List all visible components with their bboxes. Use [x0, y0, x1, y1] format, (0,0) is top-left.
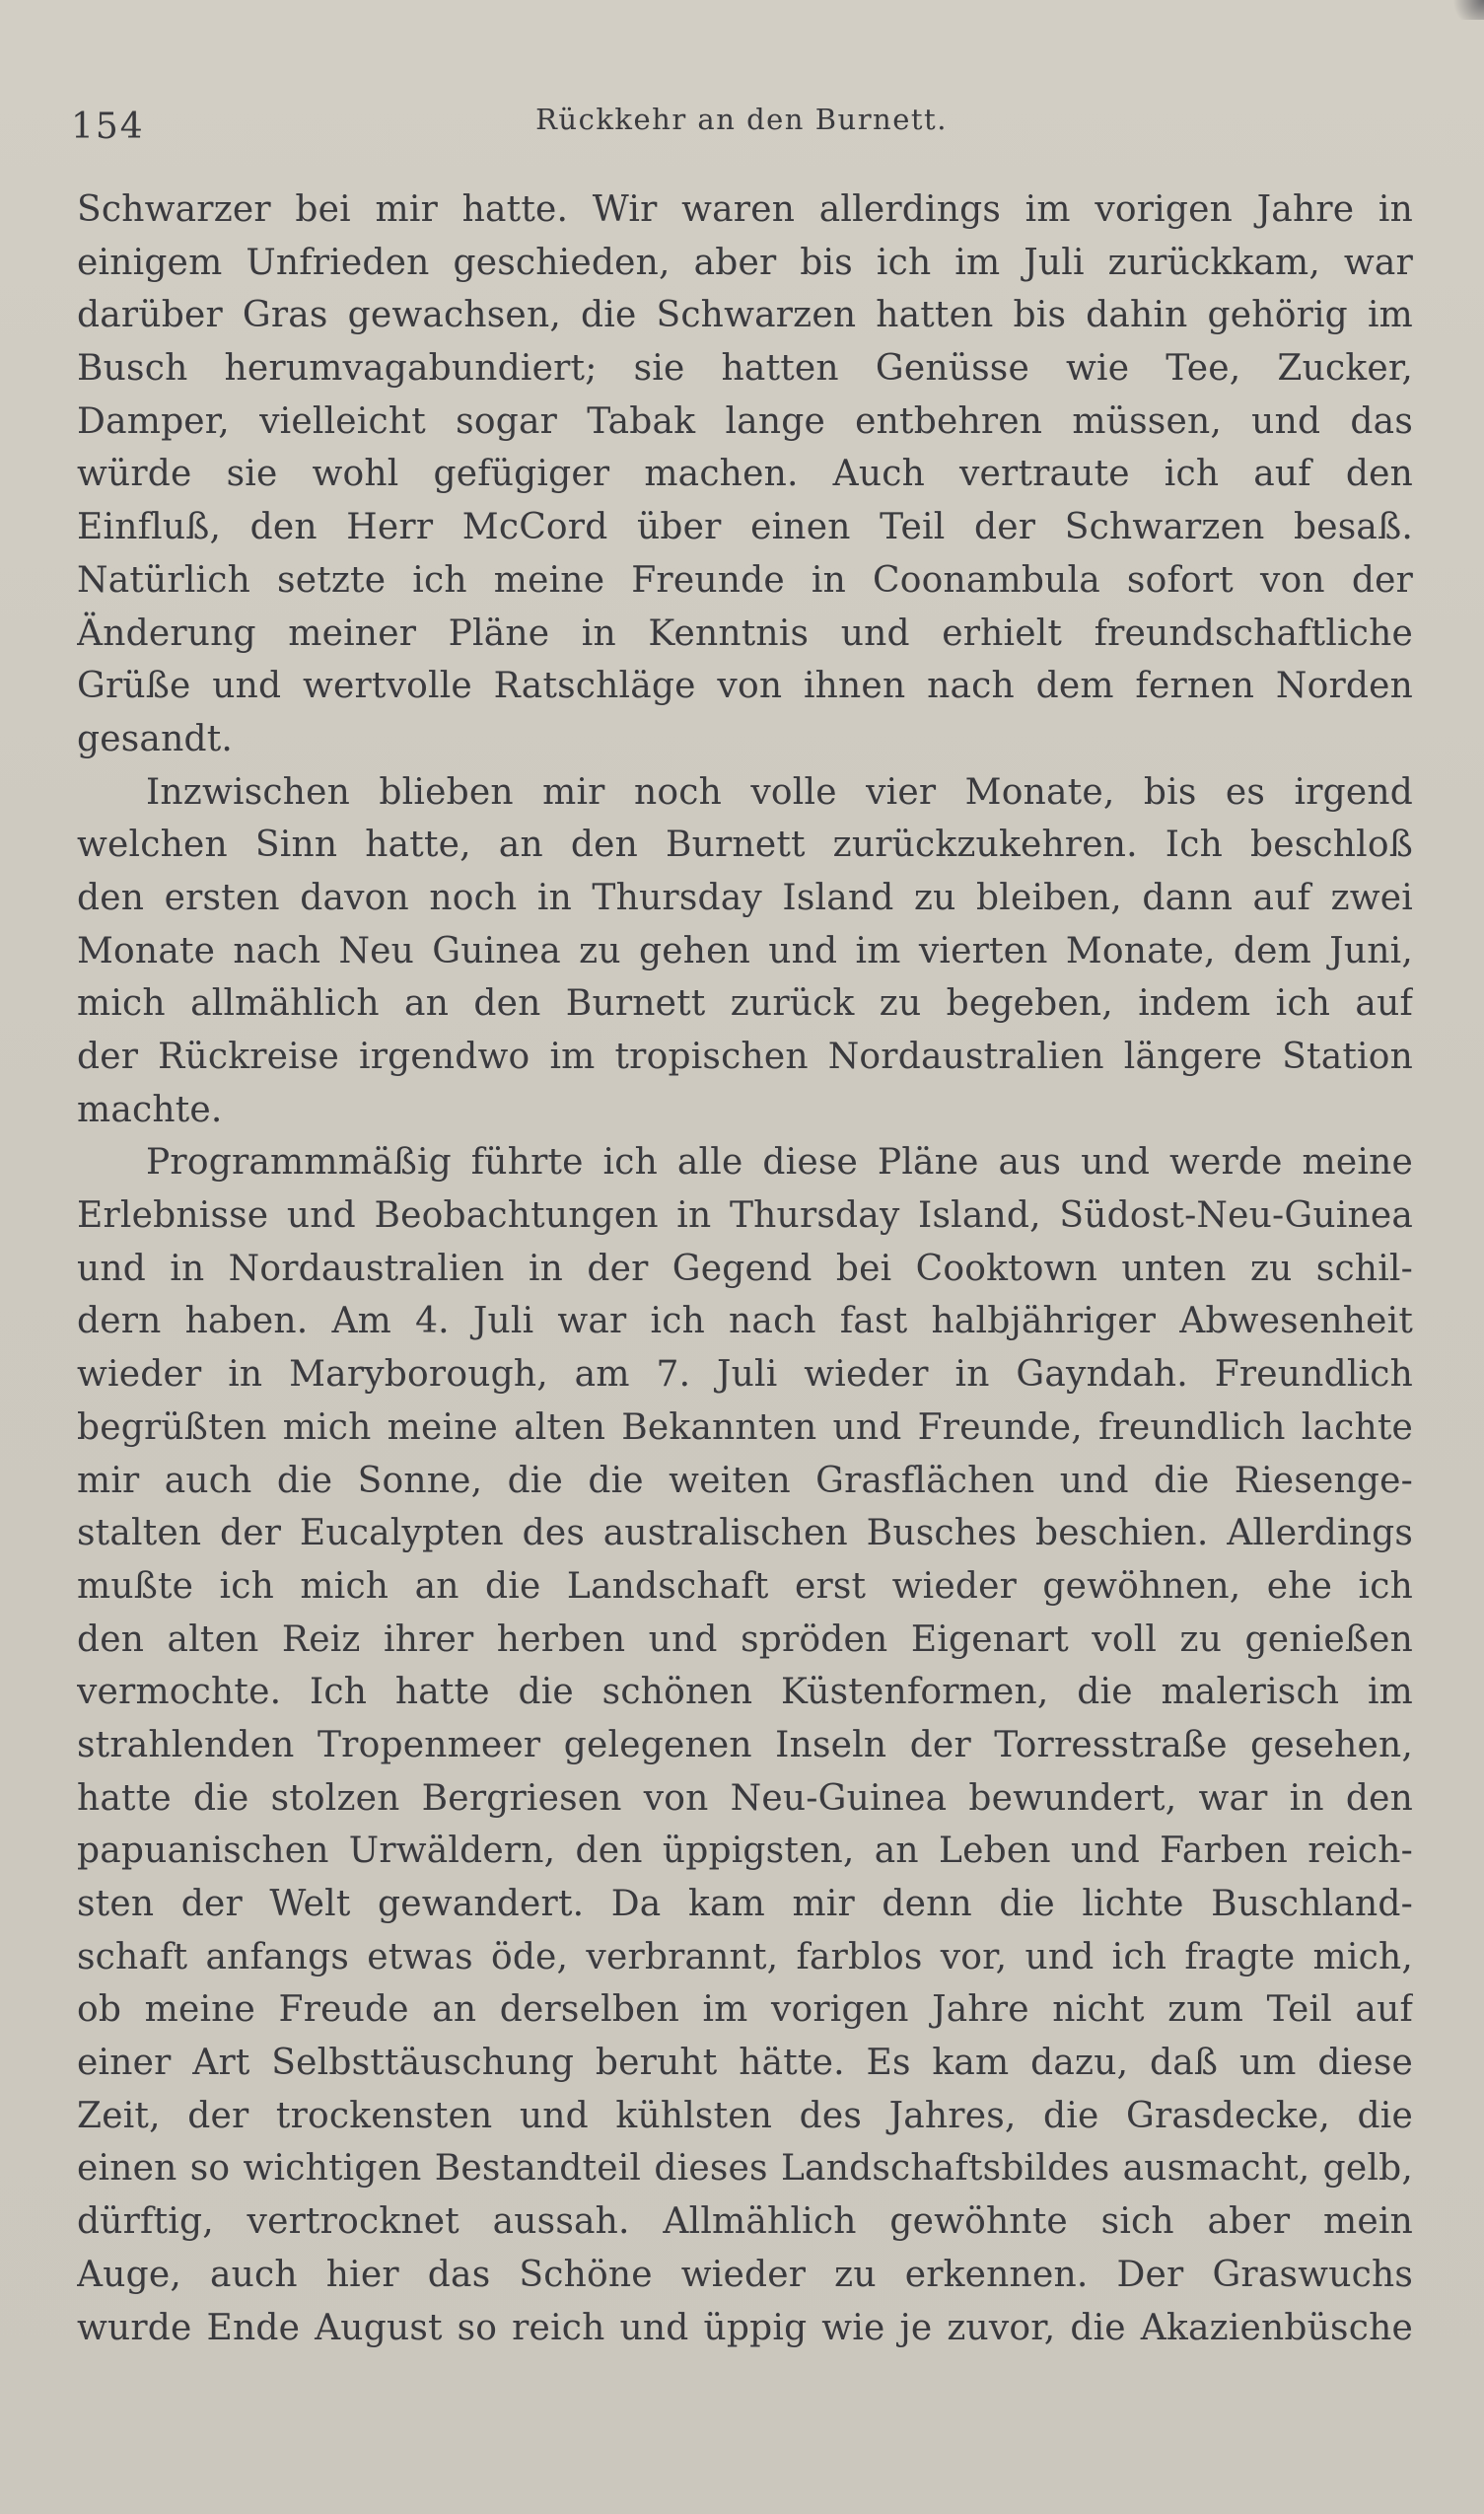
- text-line: Einfluß, den Herr McCord über einen Teil der Schwarzen besaß.: [77, 507, 1413, 548]
- text-line: Busch herumvagabundiert; sie hatten Genüsse wie Tee, Zucker,: [77, 348, 1413, 390]
- text-line: dern haben. Am 4. Juli war ich nach fast halbjähriger Abwesenheit: [77, 1301, 1413, 1342]
- page-number: 154: [71, 107, 145, 147]
- paragraph-start-line: Programmmäßig führte ich alle diese Pläne aus und werde meine: [146, 1142, 1413, 1184]
- text-line: machte.: [77, 1089, 223, 1130]
- text-line: strahlenden Tropenmeer gelegenen Inseln der Torresstraße gesehen,: [77, 1724, 1413, 1765]
- text-line: mußte ich mich an die Landschaft erst wieder gewöhnen, ehe ich: [77, 1565, 1413, 1607]
- text-line: Zeit, der trockensten und kühlsten des Jahres, die Grasdecke, die: [77, 2095, 1413, 2136]
- text-line: der Rückreise irgendwo im tropischen Nordaustralien längere Station: [77, 1037, 1413, 1077]
- text-line: Damper, vielleicht sogar Tabak lange entbehren müssen, und das: [77, 400, 1413, 442]
- text-line: Natürlich setzte ich meine Freunde in Coonambula sofort von der: [77, 559, 1413, 601]
- text-line: ob meine Freude an derselben im vorigen Jahre nicht zum Teil auf: [77, 1989, 1413, 2031]
- text-line: vermochte. Ich hatte die schönen Küstenformen, die malerisch im: [77, 1672, 1413, 1713]
- running-header: [71, 97, 1412, 156]
- text-line: Auge, auch hier das Schöne wieder zu erkennen. Der Graswuchs: [77, 2254, 1413, 2295]
- text-line: den ersten davon noch in Thursday Island zu bleiben, dann auf zwei: [77, 877, 1413, 918]
- text-line: und in Nordaustralien in der Gegend bei Cooktown unten zu schil-: [77, 1248, 1413, 1289]
- text-line: mir auch die Sonne, die die weiten Grasflächen und die Riesenge-: [77, 1460, 1413, 1501]
- text-line: Schwarzer bei mir hatte. Wir waren allerdings im vorigen Jahre in: [77, 189, 1413, 230]
- text-line: papuanischen Urwäldern, den üppigsten, an Leben und Farben reich-: [77, 1831, 1413, 1872]
- page-corner-shadow: [1445, 0, 1484, 20]
- text-line: den alten Reiz ihrer herben und spröden Eigenart voll zu genießen: [77, 1618, 1413, 1660]
- text-line: Grüße und wertvolle Ratschläge von ihnen nach dem fernen Norden: [77, 666, 1413, 707]
- text-line: darüber Gras gewachsen, die Schwarzen hatten bis dahin gehörig im: [77, 295, 1413, 336]
- text-line: schaft anfangs etwas öde, verbrannt, farblos vor, und ich fragte mich,: [77, 1936, 1413, 1977]
- text-line: einigem Unfrieden geschieden, aber bis ich im Juli zurückkam, war: [77, 242, 1413, 283]
- text-line: mich allmählich an den Burnett zurück zu begeben, indem ich auf: [77, 983, 1413, 1025]
- text-line: einer Art Selbsttäuschung beruht hätte. Es kam dazu, daß um diese: [77, 2043, 1413, 2084]
- text-line: Monate nach Neu Guinea zu gehen und im vierten Monate, dem Juni,: [77, 930, 1413, 971]
- text-line: wieder in Maryborough, am 7. Juli wieder in Gayndah. Freundlich: [77, 1354, 1413, 1396]
- text-line: wurde Ende August so reich und üppig wie je zuvor, die Akazienbüsche: [77, 2307, 1413, 2348]
- text-line: würde sie wohl gefügiger machen. Auch vertraute ich auf den: [77, 454, 1413, 495]
- text-line: dürftig, vertrocknet aussah. Allmählich gewöhnte sich aber mein: [77, 2201, 1413, 2243]
- text-line: Erlebnisse und Beobachtungen in Thursday Island, Südost-Neu-Guinea: [77, 1195, 1413, 1237]
- running-title: Rückkehr an den Burnett.: [535, 103, 948, 136]
- text-line: begrüßten mich meine alten Bekannten und Freunde, freundlich lachte: [77, 1406, 1413, 1448]
- text-line: welchen Sinn hatte, an den Burnett zurückzukehren. Ich beschloß: [77, 825, 1413, 866]
- text-line: einen so wichtigen Bestandteil dieses Landschaftsbildes ausmacht, gelb,: [77, 2148, 1413, 2190]
- paragraph-start-line: Inzwischen blieben mir noch volle vier Monate, bis es irgend: [146, 771, 1413, 813]
- text-line: gesandt.: [77, 718, 234, 759]
- text-line: sten der Welt gewandert. Da kam mir denn die lichte Buschland-: [77, 1884, 1413, 1924]
- text-line: hatte die stolzen Bergriesen von Neu-Guinea bewundert, war in den: [77, 1777, 1413, 1819]
- text-line: Änderung meiner Pläne in Kenntnis und erhielt freundschaftliche: [77, 612, 1413, 654]
- body-text: [77, 183, 1413, 2354]
- text-line: stalten der Eucalypten des australischen Busches beschien. Allerdings: [77, 1513, 1413, 1554]
